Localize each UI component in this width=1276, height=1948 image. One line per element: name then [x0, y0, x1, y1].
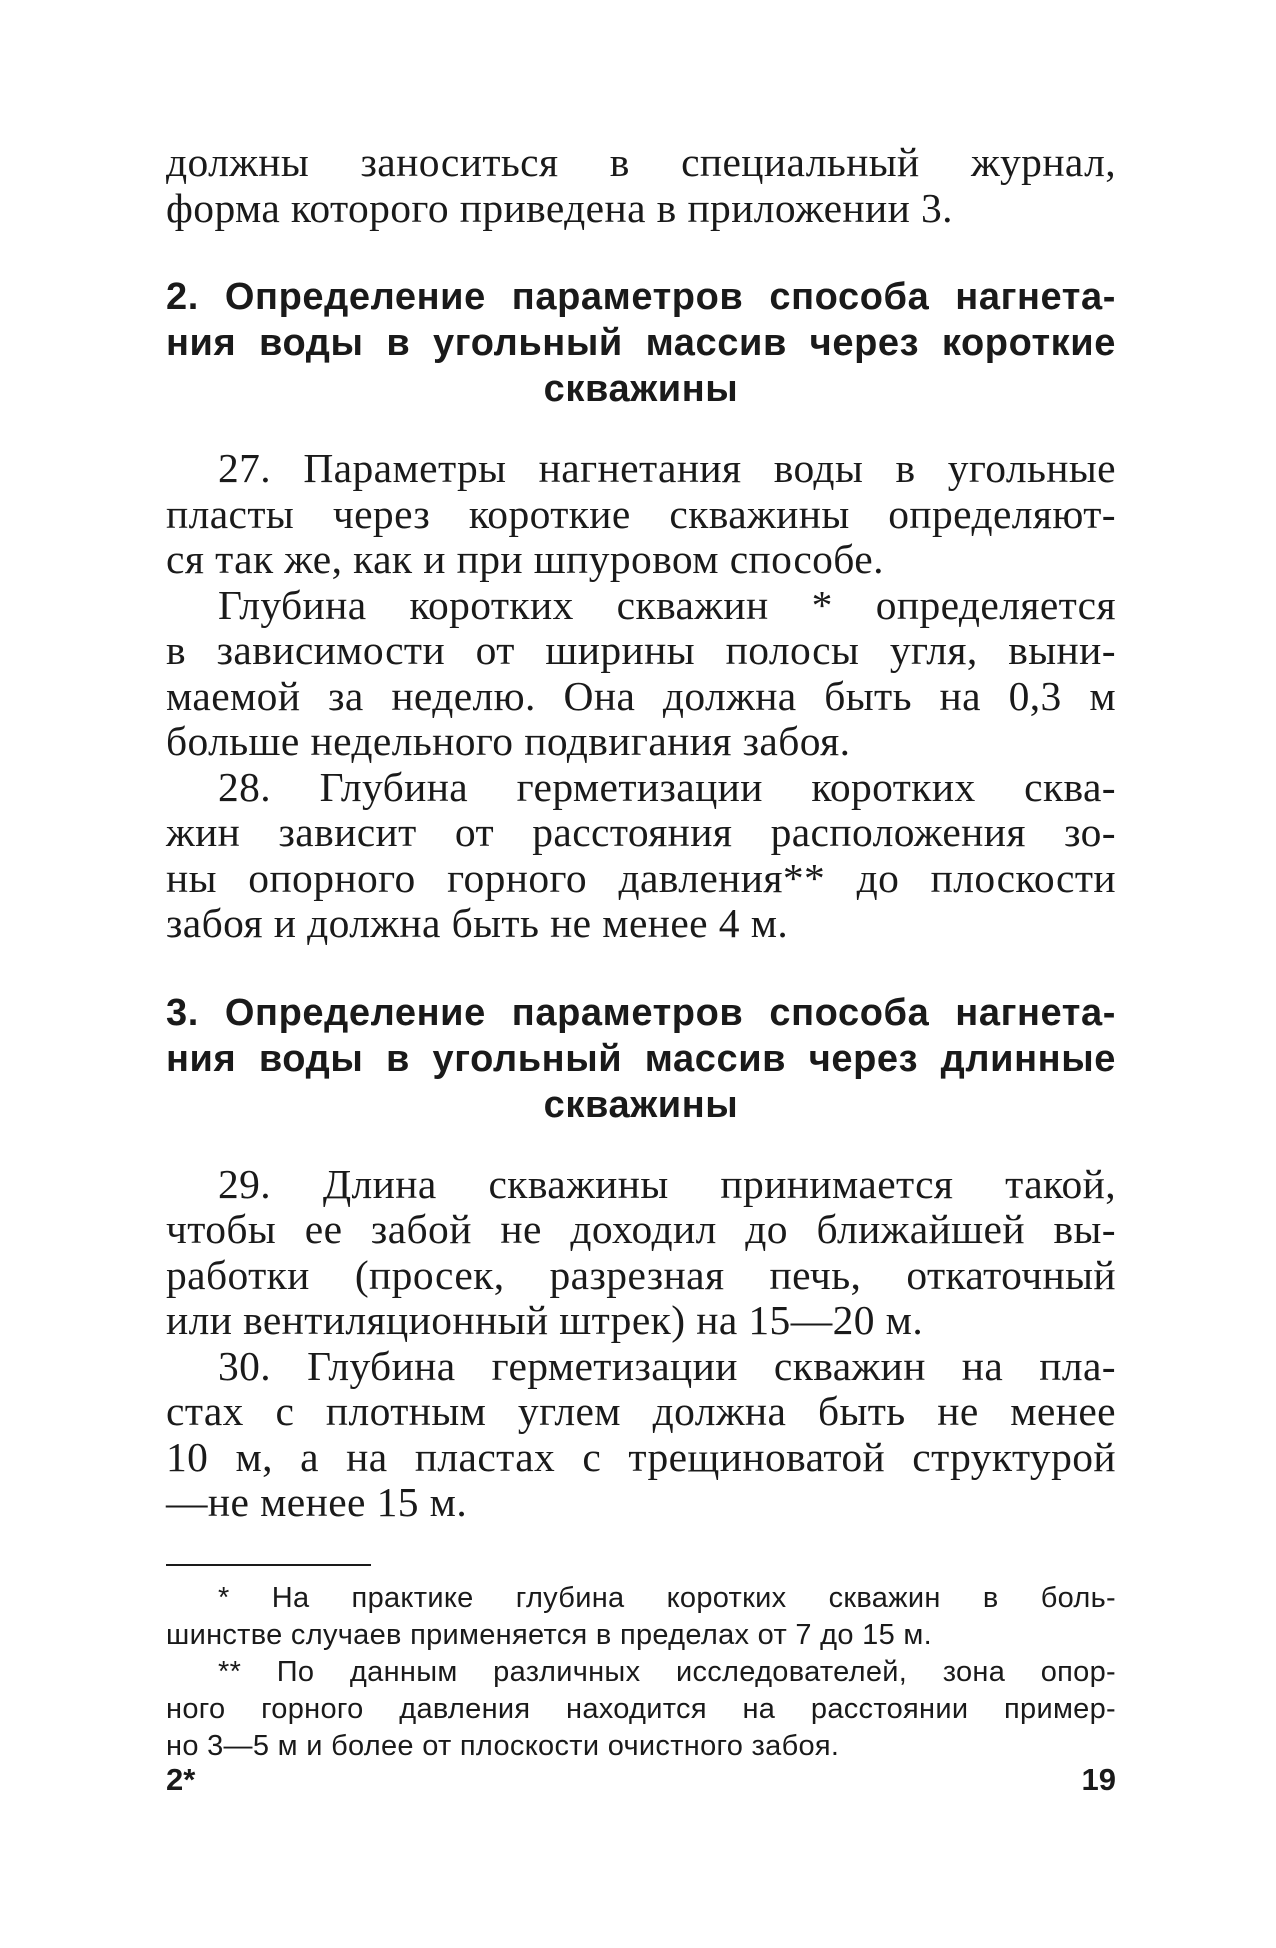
footnote-line: * На практике глубина коротких скважин в боль-: [218, 1581, 1116, 1614]
text-line: Глубина коротких скважин * определяется: [218, 581, 1116, 628]
footnote-2: [166, 1654, 1116, 1765]
footnote-line: но 3—5 м и более от плоскости очистного забоя.: [166, 1729, 840, 1762]
heading-line: ния воды в угольный массив через длинные: [166, 1037, 1116, 1080]
heading-line: 2. Определение параметров способа нагнета-: [166, 276, 1116, 318]
paragraph-30: [166, 1344, 1116, 1526]
footnote-1: [166, 1580, 1116, 1654]
text-line: забоя и должна быть не менее 4 м.: [166, 900, 789, 946]
section-2-heading: [166, 274, 1116, 412]
heading-line: ния воды в угольный массив через короткие: [166, 322, 1116, 364]
paragraph-27: [166, 446, 1116, 583]
text-line: должны заноситься в специальный журнал,: [166, 139, 1116, 185]
page-number: 19: [1081, 1762, 1116, 1797]
paragraph-short-depth: [166, 583, 1116, 765]
text-line: чтобы ее забой не доходил до ближайшей вы-: [166, 1206, 1116, 1252]
footnote-line: ного горного давления находится на расстоянии пример-: [166, 1692, 1116, 1725]
text-line: 30. Глубина герметизации скважин на пла-: [218, 1342, 1116, 1389]
text-line: 28. Глубина герметизации коротких сква-: [218, 763, 1116, 810]
text-line: ны опорного горного давления** до плоскости: [166, 854, 1116, 901]
text-line: форма которого приведена в приложении 3.: [166, 184, 953, 231]
book-page: [166, 139, 1116, 1797]
footnote-divider: [166, 1564, 371, 1566]
text-line: маемой за неделю. Она должна быть на 0,3 м: [166, 672, 1116, 719]
text-line: 27. Параметры нагнетания воды в угольные: [218, 445, 1116, 491]
signature-mark: 2*: [166, 1762, 196, 1797]
text-line: в зависимости от ширины полосы угля, выни-: [166, 627, 1116, 673]
text-line: больше недельного подвигания забоя.: [166, 718, 851, 764]
text-line: или вентиляционный штрек) на 15—20 м.: [166, 1297, 924, 1343]
text-line: работки (просек, разрезная печь, откаточный: [166, 1251, 1116, 1298]
paragraph-29: [166, 1162, 1116, 1344]
text-line: пласты через короткие скважины определяют-: [166, 490, 1116, 537]
text-line: жин зависит от расстояния расположения зо-: [166, 809, 1116, 855]
intro-paragraph: [166, 140, 1116, 231]
paragraph-28: [166, 765, 1116, 947]
footnote-line: ** По данным различных исследователей, зона опор-: [218, 1655, 1116, 1688]
text-line: —не менее 15 м.: [166, 1479, 468, 1525]
heading-line: скважины: [543, 1083, 739, 1126]
text-line: ся так же, как и при шпуровом способе.: [166, 536, 884, 582]
section-3-heading: [166, 990, 1116, 1128]
text-line: стах с плотным углем должна быть не менее: [166, 1388, 1116, 1434]
heading-line: скважины: [543, 368, 739, 410]
text-line: 10 м, а на пластах с трещиноватой структурой: [166, 1433, 1116, 1480]
text-line: 29. Длина скважины принимается такой,: [218, 1160, 1116, 1207]
footnote-line: шинстве случаев применяется в пределах от 7 до 15 м.: [166, 1618, 932, 1651]
heading-line: 3. Определение параметров способа нагнета-: [166, 991, 1116, 1034]
